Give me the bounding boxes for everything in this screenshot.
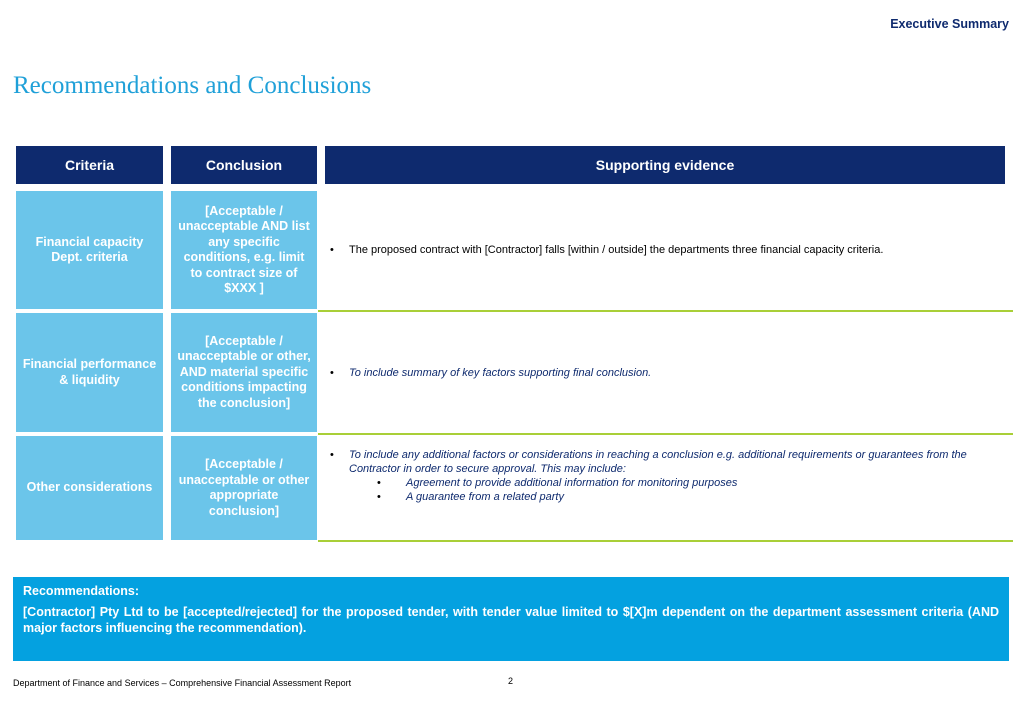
evidence-cell: [320, 448, 1013, 520]
conclusion-text: [Acceptable / unacceptable or other appropriate conclusion]: [178, 457, 310, 518]
header-conclusion: Conclusion: [171, 146, 317, 184]
criteria-text: Other considerations: [26, 480, 153, 495]
recommendations-box: [13, 577, 1009, 661]
recommendations-title: Recommendations:: [23, 584, 139, 598]
bullet-icon: •: [330, 244, 334, 256]
row-divider: [318, 310, 1013, 312]
conclusion-cell: [171, 191, 317, 309]
recommendations-text: [Contractor] Pty Ltd to be [accepted/rejected] for the proposed tender, with tender value limited to $[X]m dependent on the department assessment criteria (AND major factors influencing the recommendation).: [23, 605, 999, 635]
bullet-icon: •: [330, 366, 334, 379]
criteria-cell: [16, 436, 163, 540]
criteria-cell: [16, 313, 163, 432]
evidence-bullet: [330, 448, 1001, 476]
criteria-cell: [16, 191, 163, 309]
footer-org: Department of Finance and Services – Comprehensive Financial Assessment Report: [13, 678, 352, 688]
evidence-sub-text: A guarantee from a related party: [406, 491, 564, 503]
evidence-cell: [320, 313, 1013, 432]
bullet-icon: •: [377, 491, 381, 503]
evidence-text: To include summary of key factors supporting final conclusion.: [349, 366, 652, 379]
evidence-sub-text: Agreement to provide additional information for monitoring purposes: [406, 477, 738, 489]
row-divider: [318, 540, 1013, 542]
evidence-cell: [320, 191, 1013, 309]
conclusion-cell: [171, 436, 317, 540]
evidence-bullet: [330, 366, 1001, 380]
evidence-text: The proposed contract with [Contractor] falls [within / outside] the departments three financial capacity criteria.: [349, 244, 884, 256]
criteria-text: Financial capacity Dept. criteria: [35, 234, 144, 264]
row-divider: [318, 433, 1013, 435]
page-title: Recommendations and Conclusions: [13, 72, 372, 99]
criteria-text: Financial performance & liquidity: [22, 357, 157, 387]
evidence-sub-bullet: [330, 476, 1001, 490]
evidence-text: To include any additional factors or considerations in reaching a conclusion e.g. additional requirements or guarantees from the Contractor in order to secure approval. This may include:: [349, 449, 967, 475]
page-number: 2: [508, 676, 514, 686]
bullet-icon: •: [377, 477, 381, 489]
header-supporting-evidence: Supporting evidence: [325, 146, 1005, 184]
bullet-icon: •: [330, 449, 334, 461]
section-label: Executive Summary: [890, 17, 1009, 31]
conclusion-text: [Acceptable / unacceptable or other, AND material specific conditions impacting the conclusion]: [177, 333, 311, 410]
evidence-bullet: [330, 243, 1001, 257]
conclusion-text: [Acceptable / unacceptable AND list any specific conditions, e.g. limit to contract size of $XXX ]: [178, 203, 310, 295]
conclusion-cell: [171, 313, 317, 432]
header-criteria: Criteria: [16, 146, 163, 184]
evidence-sub-bullet: [330, 490, 1001, 504]
